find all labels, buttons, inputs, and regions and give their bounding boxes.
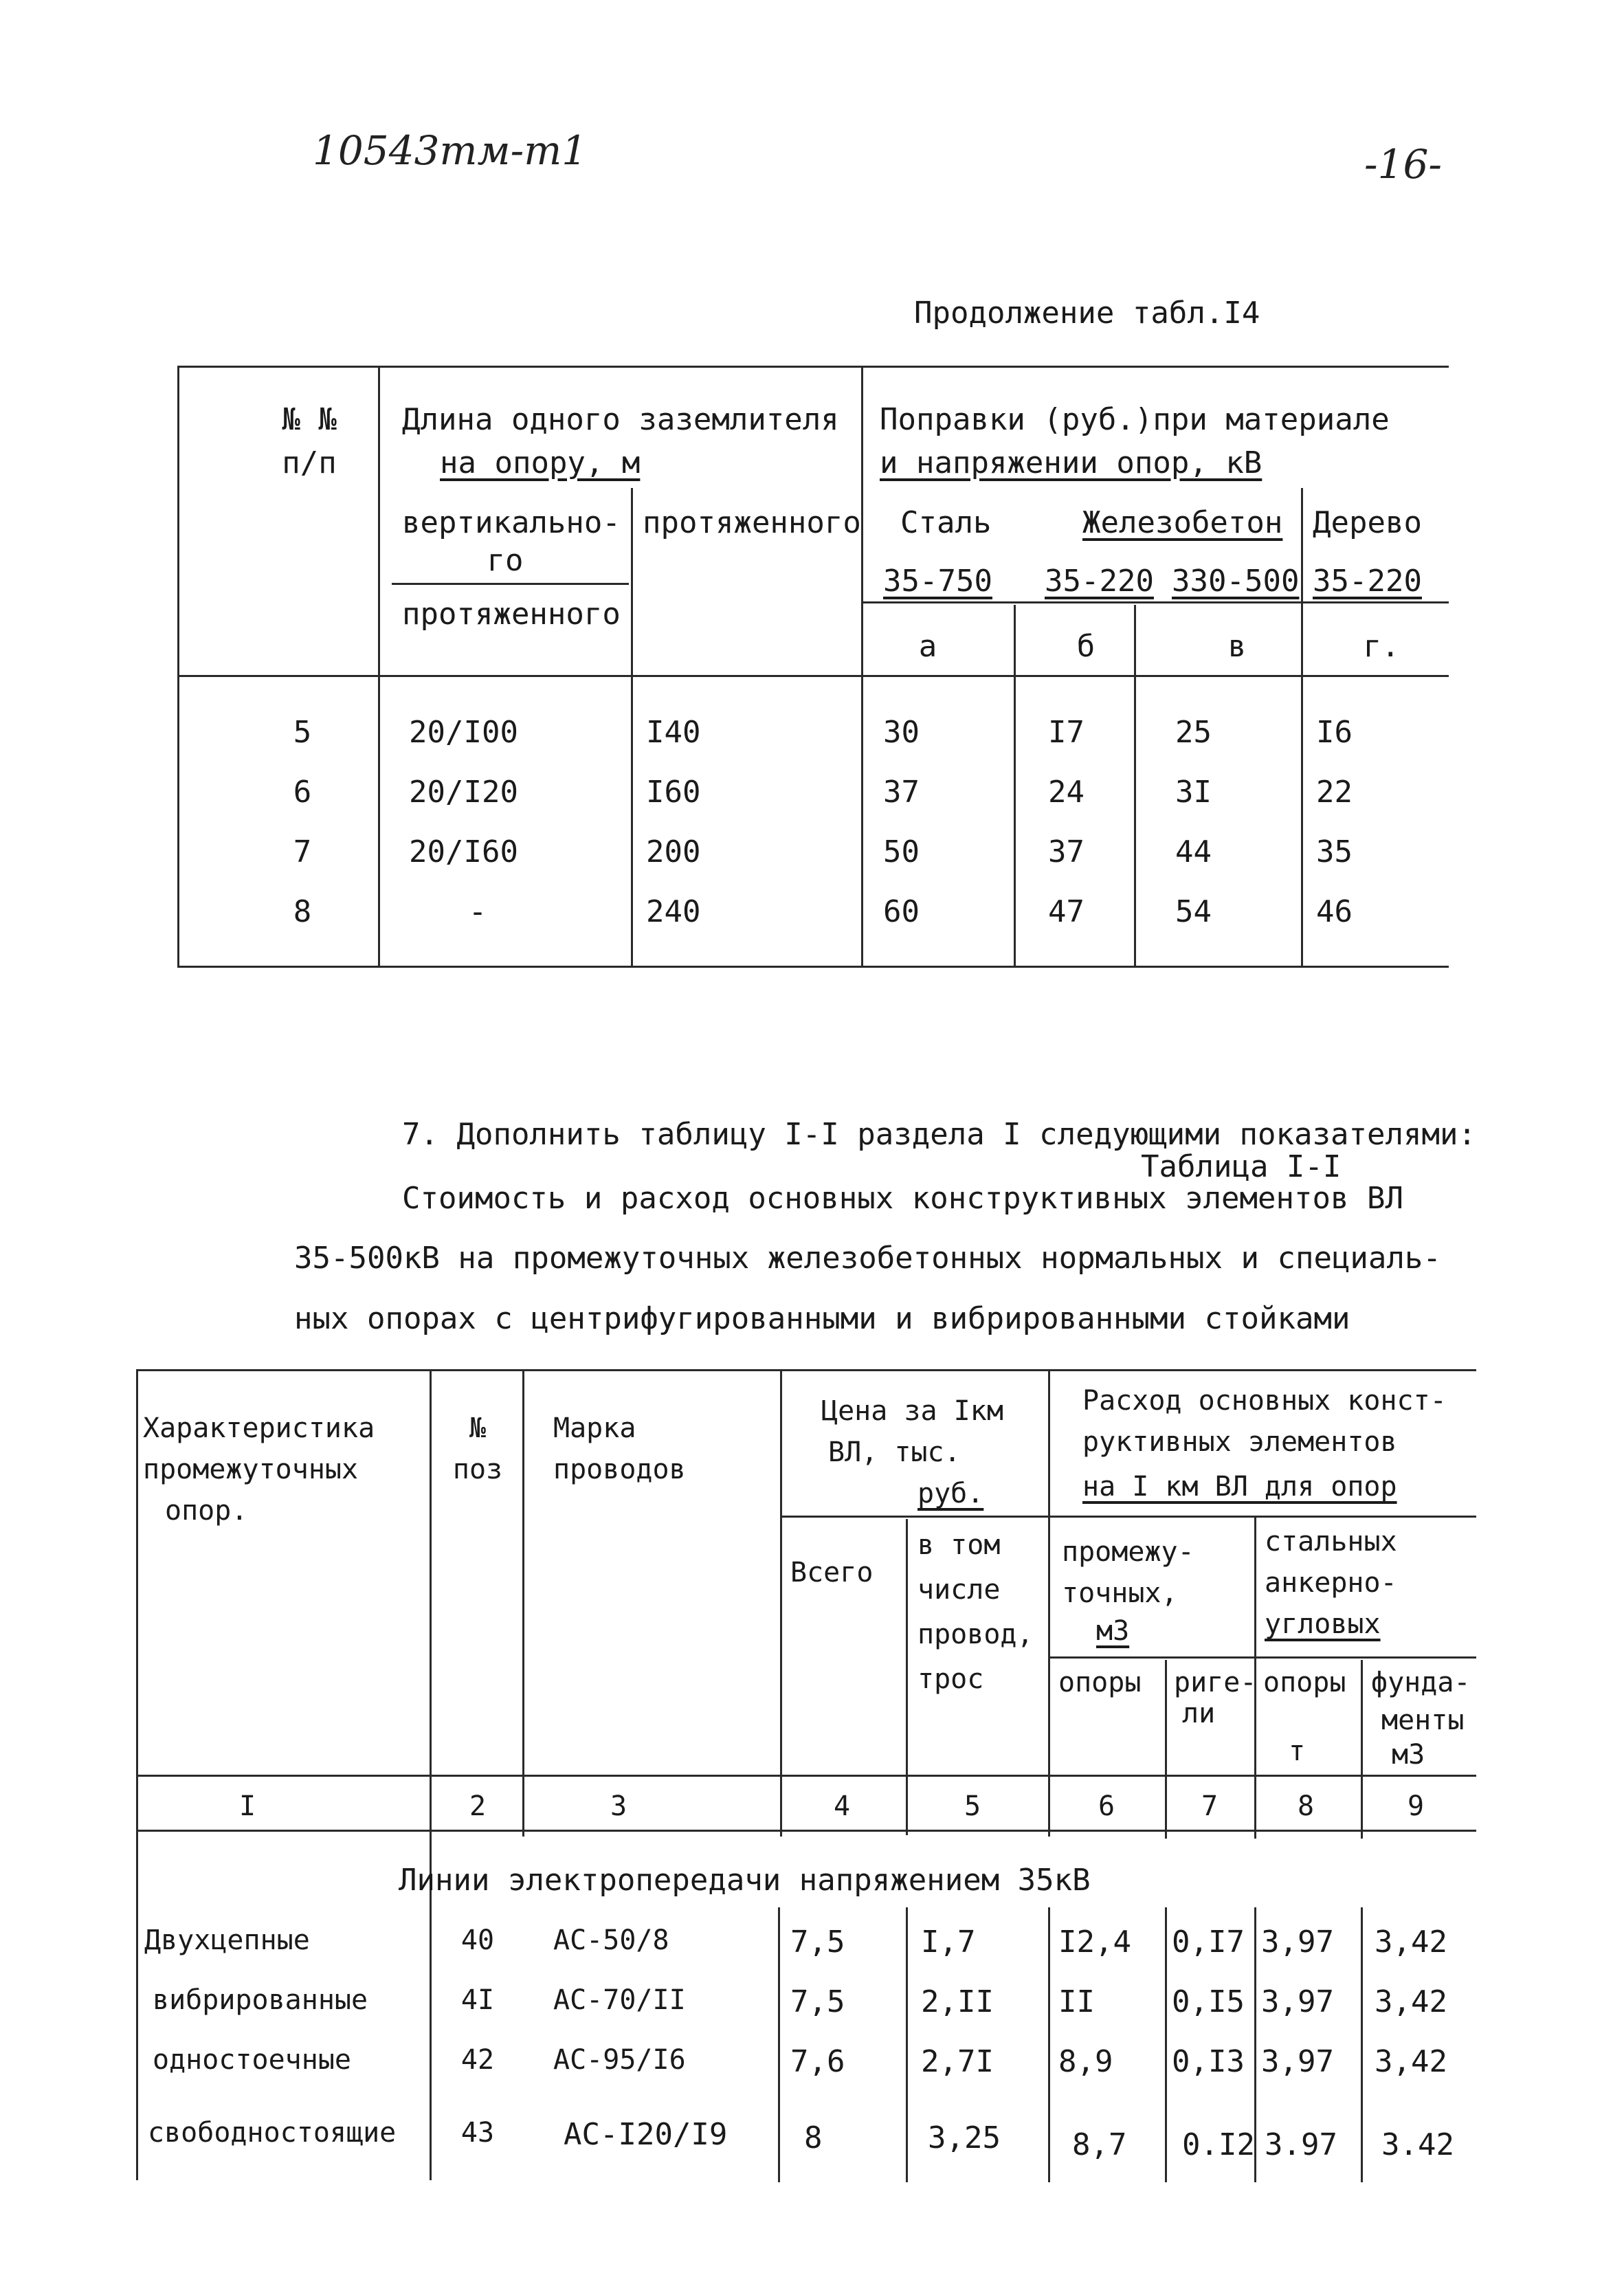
cell-foundations: 3,42 xyxy=(1375,1984,1447,2019)
th-steel-line1: стальных xyxy=(1265,1526,1397,1557)
th-foundations-line3: м3 xyxy=(1392,1739,1425,1771)
cell-b: 24 xyxy=(1048,775,1084,810)
th-foundations-line1: фунда- xyxy=(1371,1667,1471,1698)
th-supports-t-line1: опоры xyxy=(1263,1667,1346,1698)
th-num-line1: № № xyxy=(282,402,337,437)
cell-characteristic: свободностоящие xyxy=(148,2117,397,2149)
cell-crossbars: 0.I2 xyxy=(1182,2127,1255,2162)
cell-steel-supports: 3,97 xyxy=(1261,2044,1334,2079)
th-intermediate-line1: промежу- xyxy=(1062,1536,1194,1568)
col-number: 9 xyxy=(1407,1790,1425,1822)
cell-v: 3I xyxy=(1175,775,1212,810)
cell-total: 7,5 xyxy=(790,1925,845,1960)
cell-v: 44 xyxy=(1175,834,1212,869)
cell-num: 6 xyxy=(293,775,312,810)
table14-caption: Продолжение табл.I4 xyxy=(914,296,1260,331)
cell-including: 2,7I xyxy=(921,2044,994,2079)
col-number: 2 xyxy=(469,1790,487,1822)
th-supports: опоры xyxy=(1058,1667,1142,1698)
th-characteristic-line2: промежуточных xyxy=(143,1454,359,1485)
th-price-line2: ВЛ, тыс. xyxy=(828,1437,961,1468)
cell-extended: 200 xyxy=(646,834,701,869)
th-reinforced-concrete: Железобетон xyxy=(1082,505,1283,540)
cell-a: 30 xyxy=(883,715,920,750)
page-number: -16- xyxy=(1364,141,1442,188)
col-number: 5 xyxy=(964,1790,981,1822)
th-crossbar-line1: риге- xyxy=(1174,1667,1257,1698)
th-num-line2: п/п xyxy=(282,445,337,480)
cell-wire: АС-I20/I9 xyxy=(564,2117,728,2152)
cell-b: 47 xyxy=(1048,894,1084,929)
th-wood: Дерево xyxy=(1313,505,1422,540)
cell-characteristic: Двухцепные xyxy=(144,1925,310,1956)
cell-g: 22 xyxy=(1316,775,1353,810)
cell-a: 60 xyxy=(883,894,920,929)
cell-including: 2,II xyxy=(921,1984,994,2019)
cell-position: 43 xyxy=(460,2117,495,2149)
cell-v: 25 xyxy=(1175,715,1212,750)
col-number: 3 xyxy=(610,1790,627,1822)
th-price-line1: Цена за Iкм xyxy=(821,1395,1003,1427)
cell-including: 3,25 xyxy=(928,2120,1001,2155)
th-supports-t-line2: т xyxy=(1289,1736,1306,1767)
cell-g: I6 xyxy=(1316,715,1353,750)
th-vertical-line2: го xyxy=(487,543,524,578)
cell-foundations: 3,42 xyxy=(1375,2044,1447,2079)
cell-vertical: 20/I20 xyxy=(409,775,518,810)
th-total: Всего xyxy=(790,1557,874,1588)
th-steel-line2: анкерно- xyxy=(1265,1567,1397,1599)
th-position-line2: поз xyxy=(452,1454,503,1485)
cell-position: 42 xyxy=(460,2044,495,2076)
th-intermediate-line3: м3 xyxy=(1096,1615,1130,1647)
cell-including: I,7 xyxy=(921,1925,976,1960)
cell-steel-supports: 3,97 xyxy=(1261,1925,1334,1960)
th-price-line3: руб. xyxy=(917,1478,984,1509)
cell-supports: II xyxy=(1058,1984,1095,2019)
th-wire-line1: Марка xyxy=(553,1412,636,1444)
col-number: 4 xyxy=(833,1790,851,1822)
th-including-line3: провод, xyxy=(917,1619,1034,1650)
th-corrections-line1: Поправки (руб.)при материале xyxy=(880,402,1390,437)
cell-position: 40 xyxy=(460,1925,495,1956)
th-including-line4: трос xyxy=(917,1663,984,1695)
section-label: Линии электропередачи напряжением 35кВ xyxy=(399,1863,1091,1898)
cell-supports: 8,9 xyxy=(1058,2044,1113,2079)
cell-crossbars: 0,I7 xyxy=(1172,1925,1245,1960)
th-characteristic-line1: Характеристика xyxy=(143,1412,375,1444)
cell-characteristic: вибрированные xyxy=(153,1984,368,2016)
th-consumption-line2: руктивных элементов xyxy=(1082,1426,1397,1458)
cell-g: 35 xyxy=(1316,834,1353,869)
cell-extended: I40 xyxy=(646,715,701,750)
cell-g: 46 xyxy=(1316,894,1353,929)
th-length-line2: на опору, м xyxy=(440,445,641,480)
col-number: 7 xyxy=(1201,1790,1219,1822)
cell-supports: I2,4 xyxy=(1058,1925,1131,1960)
th-col-a: а xyxy=(918,629,937,664)
col-number: 8 xyxy=(1297,1790,1315,1822)
cell-vertical: - xyxy=(468,894,487,929)
th-crossbar-line2: ли xyxy=(1182,1698,1216,1729)
col-number: 6 xyxy=(1098,1790,1115,1822)
th-wire-line2: проводов xyxy=(553,1454,686,1485)
cell-crossbars: 0,I3 xyxy=(1172,2044,1245,2079)
table-title-line2: 35-500кВ на промежуточных железобетонных нормальных и специаль- xyxy=(294,1241,1441,1276)
cell-position: 4I xyxy=(460,1984,495,2016)
document-code: 10543тм-т1 xyxy=(313,127,588,174)
th-consumption-line3: на I км ВЛ для опор xyxy=(1082,1471,1397,1503)
th-extended: протяженного xyxy=(643,505,861,540)
cell-total: 8 xyxy=(804,2120,823,2155)
col-number: I xyxy=(238,1790,256,1822)
th-including-line2: числе xyxy=(917,1574,1001,1606)
cell-a: 37 xyxy=(883,775,920,810)
cell-foundations: 3,42 xyxy=(1375,1925,1447,1960)
cell-extended: I60 xyxy=(646,775,701,810)
th-vertical-line3: протяженного xyxy=(402,597,621,632)
th-rc-range1: 35-220 xyxy=(1045,564,1154,599)
cell-foundations: 3.42 xyxy=(1381,2127,1454,2162)
cell-num: 7 xyxy=(293,834,312,869)
th-col-b: б xyxy=(1076,629,1095,664)
th-including-line1: в том xyxy=(917,1529,1001,1561)
th-foundations-line2: менты xyxy=(1381,1705,1465,1736)
th-vertical-line1: вертикально- xyxy=(402,505,621,540)
cell-vertical: 20/I00 xyxy=(409,715,518,750)
cell-vertical: 20/I60 xyxy=(409,834,518,869)
th-wood-range: 35-220 xyxy=(1313,564,1422,599)
cell-total: 7,5 xyxy=(790,1984,845,2019)
th-length-line1: Длина одного заземлителя xyxy=(402,402,839,437)
cell-steel-supports: 3.97 xyxy=(1265,2127,1337,2162)
instruction-text: 7. Дополнить таблицу I-I раздела I следующими показателями: xyxy=(402,1117,1476,1152)
th-position-line1: № xyxy=(469,1412,487,1444)
cell-extended: 240 xyxy=(646,894,701,929)
th-consumption-line1: Расход основных конст- xyxy=(1082,1385,1447,1417)
cell-num: 8 xyxy=(293,894,312,929)
cell-supports: 8,7 xyxy=(1072,2127,1127,2162)
th-steel-range: 35-750 xyxy=(883,564,992,599)
table-label: Таблица I-I xyxy=(1141,1149,1342,1184)
cell-characteristic: одностоечные xyxy=(153,2044,351,2076)
cell-wire: АС-95/I6 xyxy=(553,2044,686,2076)
th-steel: Сталь xyxy=(900,505,992,540)
th-intermediate-line2: точных, xyxy=(1062,1577,1178,1609)
th-col-g: г. xyxy=(1363,629,1400,664)
cell-b: I7 xyxy=(1048,715,1084,750)
cell-crossbars: 0,I5 xyxy=(1172,1984,1245,2019)
th-rc-range2: 330-500 xyxy=(1172,564,1300,599)
cell-v: 54 xyxy=(1175,894,1212,929)
cell-num: 5 xyxy=(293,715,312,750)
th-col-v: в xyxy=(1227,629,1247,664)
table-title-line1: Стоимость и расход основных конструктивных элементов ВЛ xyxy=(402,1181,1403,1216)
cell-wire: АС-50/8 xyxy=(553,1925,669,1956)
cell-total: 7,6 xyxy=(790,2044,845,2079)
cell-b: 37 xyxy=(1048,834,1084,869)
th-characteristic-line3: опор. xyxy=(165,1495,248,1527)
cell-wire: АС-70/II xyxy=(553,1984,686,2016)
cell-steel-supports: 3,97 xyxy=(1261,1984,1334,2019)
table-title-line3: ных опорах с центрифугированными и вибрированными стойками xyxy=(294,1301,1350,1336)
th-corrections-line2: и напряжении опор, кВ xyxy=(880,445,1263,480)
th-steel-line3: угловых xyxy=(1265,1608,1381,1640)
cell-a: 50 xyxy=(883,834,920,869)
